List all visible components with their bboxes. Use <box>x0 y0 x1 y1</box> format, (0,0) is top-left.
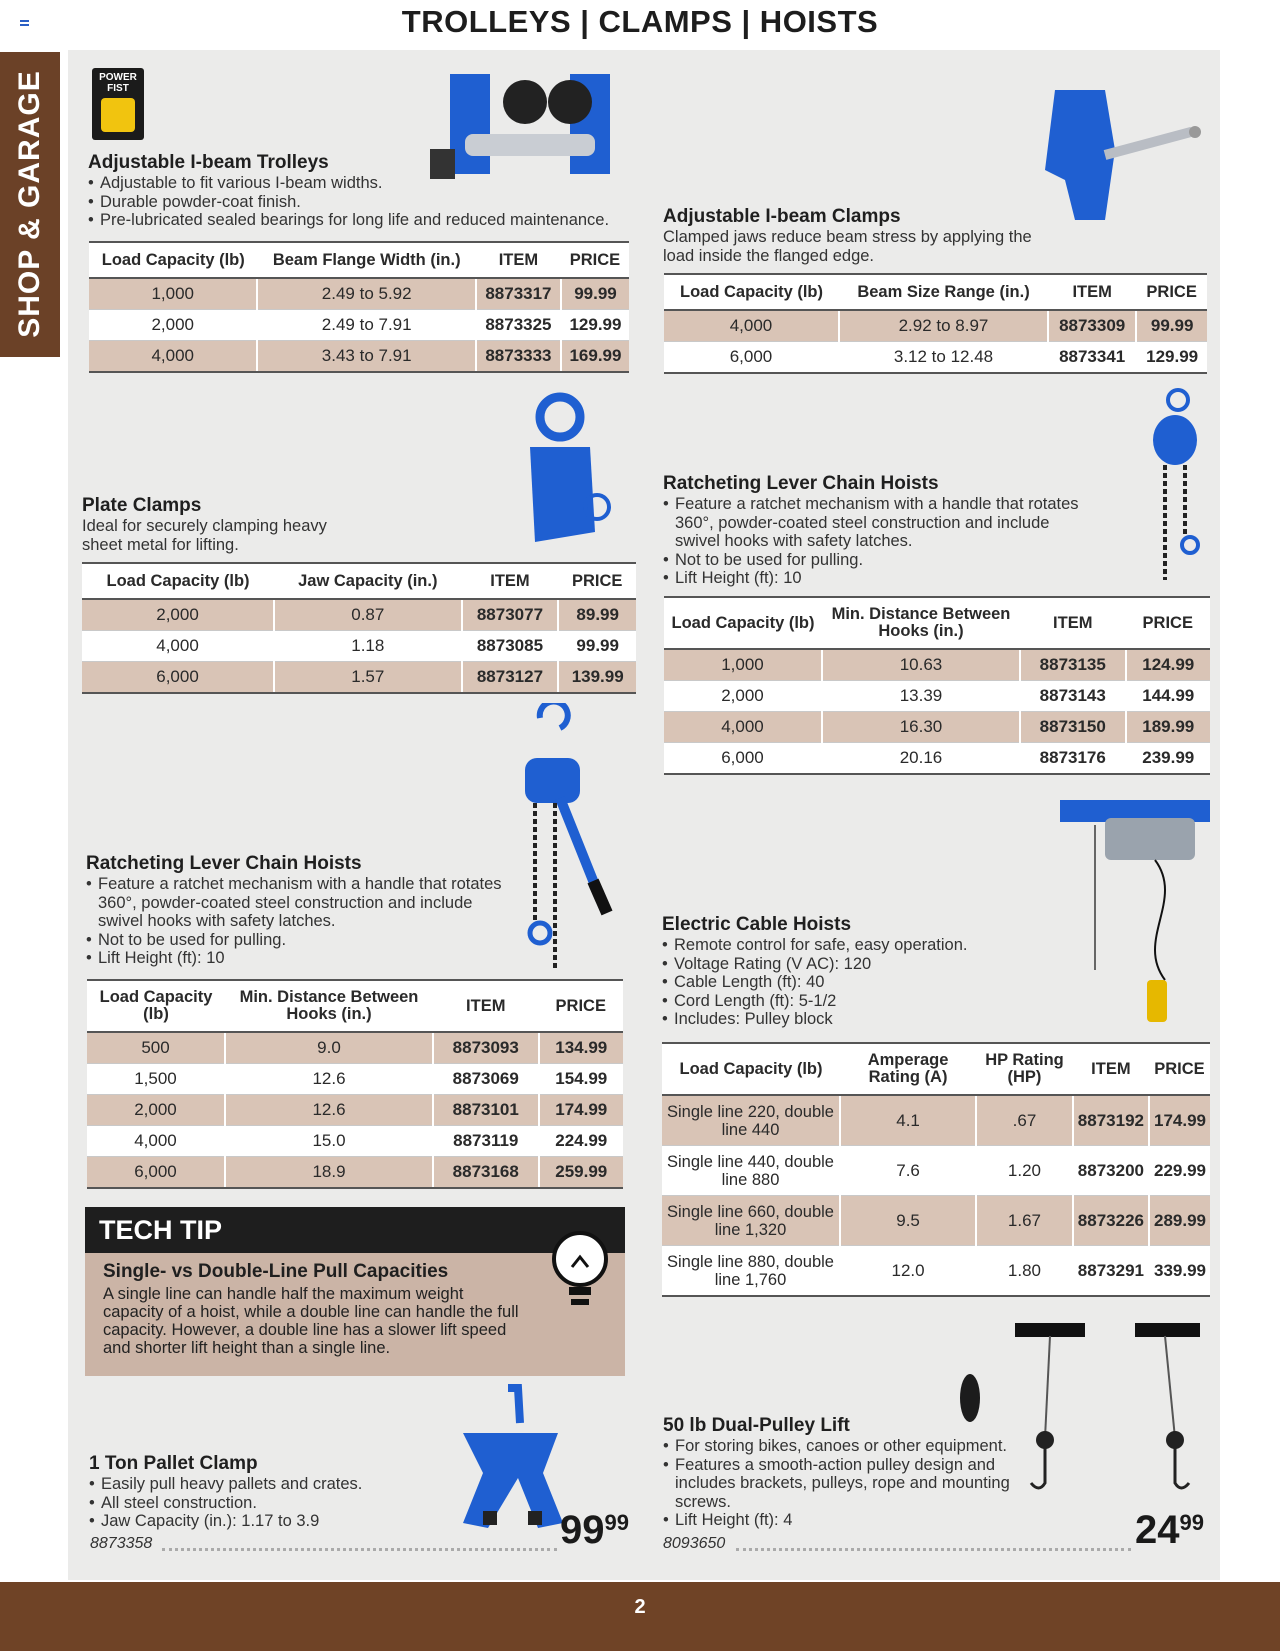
table-row: 6,000 1.57 8873127 139.99 <box>82 662 636 694</box>
lever-hoists-left-table <box>87 979 623 1189</box>
tech-tip-title: Single- vs Double-Line Pull Capacities <box>103 1261 449 1282</box>
section-tab-label: SHOP & GARAGE <box>13 70 46 338</box>
ibeam-clamps-section <box>663 206 1043 265</box>
chain-hoist-image <box>1140 385 1210 585</box>
table-header: PRICE <box>558 563 636 599</box>
table-header: ITEM <box>433 980 539 1032</box>
table-header: ITEM <box>1048 274 1136 310</box>
table-row: 2,000 13.39 8873143 144.99 <box>664 681 1210 712</box>
page-title: TROLLEYS | CLAMPS | HOISTS <box>401 4 879 39</box>
plate-clamps-desc: Ideal for securely clamping heavy sheet metal for lifting. <box>82 517 327 554</box>
table-row: 6,000 20.16 8873176 239.99 <box>664 743 1210 775</box>
table-header: Beam Flange Width (in.) <box>257 242 475 278</box>
table-row: Single line 440, double line 880 7.6 1.20 8873200 229.99 <box>662 1146 1210 1196</box>
pulley-lift-sku: 8093650 <box>663 1535 726 1552</box>
chain-hoists-right-bullet: • Lift Height (ft): 10 <box>663 569 1093 588</box>
pallet-clamp-section <box>89 1453 429 1531</box>
electric-hoists-bullet: • Remote control for safe, easy operation. <box>662 936 1042 955</box>
table-header: Min. Distance Between Hooks (in.) <box>225 980 433 1032</box>
table-header: Load Capacity (lb) <box>89 242 257 278</box>
table-header: ITEM <box>1020 597 1126 649</box>
plate-clamps-table <box>82 562 636 694</box>
table-row: 4,000 16.30 8873150 189.99 <box>664 712 1210 743</box>
power-fist-logo: POWER FIST <box>92 68 144 140</box>
table-header: Min. Distance Between Hooks (in.) <box>822 597 1020 649</box>
electric-hoists-title: Electric Cable Hoists <box>662 914 852 935</box>
table-row: Single line 660, double line 1,320 9.5 1.67 8873226 289.99 <box>662 1196 1210 1246</box>
ibeam-clamps-title: Adjustable I-beam Clamps <box>663 206 901 227</box>
trolleys-table <box>89 241 629 373</box>
plate-clamps-title: Plate Clamps <box>82 495 202 516</box>
table-row: 4,000 15.0 8873119 224.99 <box>87 1126 623 1157</box>
electric-hoists-section <box>662 914 1042 1029</box>
lever-hoists-left-title: Ratcheting Lever Chain Hoists <box>86 853 362 874</box>
pulley-lift-bullet: • Lift Height (ft): 4 <box>663 1511 1038 1530</box>
table-row: 6,000 18.9 8873168 259.99 <box>87 1157 623 1189</box>
table-header: Load Capacity (lb) <box>664 274 839 310</box>
price-leader <box>736 1548 1131 1551</box>
electric-hoists-bullet: • Includes: Pulley block <box>662 1010 1042 1029</box>
lever-hoists-left-bullet: • Lift Height (ft): 10 <box>86 949 506 968</box>
electric-hoists-bullet: • Voltage Rating (V AC): 120 <box>662 955 1042 974</box>
trolleys-title: Adjustable I-beam Trolleys <box>88 152 329 173</box>
table-row: 2,000 0.87 8873077 89.99 <box>82 599 636 631</box>
page-number: 2 <box>634 1596 646 1618</box>
ibeam-clamps-desc: Clamped jaws reduce beam stress by applying the load inside the flanged edge. <box>663 228 1032 265</box>
chain-hoists-right-bullet: • Feature a ratchet mechanism with a handle that rotates 360°, powder-coated steel construction and include swivel hooks with safety latches. <box>663 495 1093 551</box>
table-row: Single line 220, double line 440 4.1 .67 8873192 174.99 <box>662 1095 1210 1146</box>
lever-hoists-left-bullet: • Not to be used for pulling. <box>86 931 506 950</box>
pallet-clamp-bullet: • Easily pull heavy pallets and crates. <box>89 1475 429 1494</box>
trolleys-bullet: • Pre-lubricated sealed bearings for long life and reduced maintenance. <box>88 211 648 230</box>
trolleys-bullet: • Durable powder-coat finish. <box>88 193 648 212</box>
table-row: 1,000 10.63 8873135 124.99 <box>664 649 1210 681</box>
price-leader <box>162 1548 557 1551</box>
table-header: Load Capacity (lb) <box>662 1043 840 1095</box>
pulley-lift-title: 50 lb Dual-Pulley Lift <box>663 1415 850 1436</box>
table-row: 6,000 3.12 to 12.48 8873341 129.99 <box>664 342 1207 374</box>
table-row: 4,000 3.43 to 7.91 8873333 169.99 <box>89 341 629 373</box>
chain-hoists-right-table <box>664 596 1210 775</box>
table-header: Jaw Capacity (in.) <box>274 563 461 599</box>
table-header: PRICE <box>539 980 623 1032</box>
table-row: 1,000 2.49 to 5.92 8873317 99.99 <box>89 278 629 310</box>
plate-clamp-image <box>515 392 615 552</box>
table-header: PRICE <box>1149 1043 1210 1095</box>
chain-hoists-right-title: Ratcheting Lever Chain Hoists <box>663 473 939 494</box>
table-header: Beam Size Range (in.) <box>839 274 1048 310</box>
tech-tip-body: A single line can handle half the maximum weight capacity of a hoist, while a double line can handle the full capacity. However, a double line has a slower lift speed and shorter lift height than a single line. <box>103 1285 519 1357</box>
fist-icon <box>101 98 135 132</box>
electric-hoists-bullet: • Cable Length (ft): 40 <box>662 973 1042 992</box>
plate-clamps-section <box>82 495 362 554</box>
pallet-clamp-sku: 8873358 <box>90 1535 153 1552</box>
table-header: Load Capacity (lb) <box>664 597 822 649</box>
table-row: 500 9.0 8873093 134.99 <box>87 1032 623 1064</box>
table-row: Single line 880, double line 1,760 12.0 1.80 8873291 339.99 <box>662 1246 1210 1297</box>
table-row: 4,000 1.18 8873085 99.99 <box>82 631 636 662</box>
table-header: PRICE <box>1126 597 1210 649</box>
table-header: Load Capacity (lb) <box>87 980 225 1032</box>
pulley-lift-bullet: • Features a smooth-action pulley design and includes brackets, pulleys, rope and mounting screws. <box>663 1456 1038 1512</box>
electric-hoists-bullet: • Cord Length (ft): 5-1/2 <box>662 992 1042 1011</box>
lever-hoists-left-section <box>86 853 506 968</box>
flag-icon <box>20 20 29 26</box>
table-header: PRICE <box>561 242 629 278</box>
pallet-clamp-bullet: • All steel construction. <box>89 1494 429 1513</box>
pulley-lift-section <box>663 1415 1038 1530</box>
table-header: ITEM <box>462 563 559 599</box>
pallet-clamp-image <box>448 1383 578 1538</box>
tech-tip-box <box>85 1207 625 1376</box>
pulley-lift-price: $24^{99}$ <box>1135 1508 1204 1552</box>
table-header: Amperage Rating (A) <box>840 1043 976 1095</box>
trolleys-section <box>88 152 648 230</box>
table-row: 2,000 2.49 to 7.91 8873325 129.99 <box>89 310 629 341</box>
tech-tip-label: TECH TIP <box>85 1207 625 1253</box>
pallet-clamp-title: 1 Ton Pallet Clamp <box>89 1453 258 1474</box>
electric-hoists-table <box>662 1042 1210 1297</box>
lightbulb-icon <box>545 1227 615 1317</box>
table-header: Load Capacity (lb) <box>82 563 274 599</box>
ibeam-clamp-image <box>1035 80 1205 230</box>
pallet-clamp-price: $99^{99}$ <box>560 1508 629 1552</box>
pallet-clamp-bullet: • Jaw Capacity (in.): 1.17 to 3.9 <box>89 1512 429 1531</box>
table-header: ITEM <box>1073 1043 1149 1095</box>
table-header: ITEM <box>476 242 561 278</box>
table-header: HP Rating (HP) <box>976 1043 1073 1095</box>
chain-hoists-right-section <box>663 473 1093 588</box>
lever-hoist-image <box>515 703 615 973</box>
ibeam-clamps-table <box>664 273 1207 374</box>
section-tab <box>0 52 60 357</box>
electric-hoist-image <box>1055 790 1215 1030</box>
lever-hoists-left-bullet: • Feature a ratchet mechanism with a handle that rotates 360°, powder-coated steel construction and include swivel hooks with safety latches. <box>86 875 506 931</box>
table-row: 2,000 12.6 8873101 174.99 <box>87 1095 623 1126</box>
page-footer <box>0 1582 1280 1651</box>
trolleys-bullet: • Adjustable to fit various I-beam widths. <box>88 174 648 193</box>
pulley-lift-bullet: • For storing bikes, canoes or other equipment. <box>663 1437 1038 1456</box>
chain-hoists-right-bullet: • Not to be used for pulling. <box>663 551 1093 570</box>
table-row: 1,500 12.6 8873069 154.99 <box>87 1064 623 1095</box>
table-row: 4,000 2.92 to 8.97 8873309 99.99 <box>664 310 1207 342</box>
table-header: PRICE <box>1136 274 1207 310</box>
